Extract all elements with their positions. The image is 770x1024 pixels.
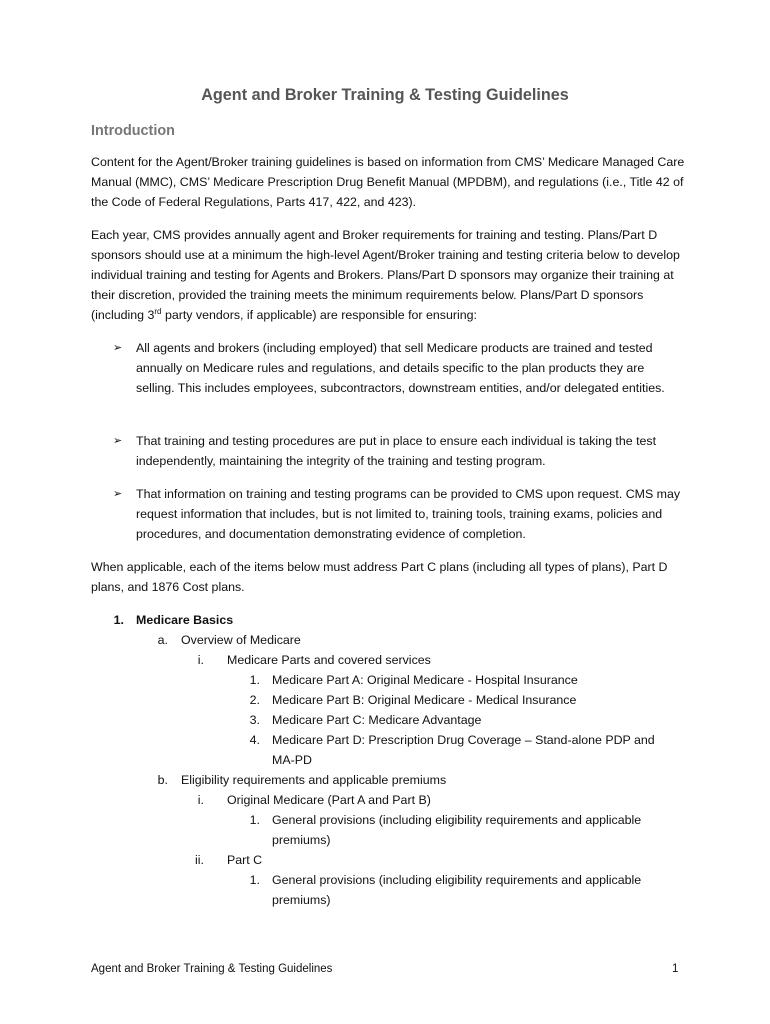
outline-item-part-d-continued: MA-PD — [272, 753, 312, 767]
paragraph-2-ending: party vendors, if applicable) are responsible for ensuring: — [161, 308, 477, 322]
outline-item-general-provisions: General provisions (including eligibility requirements and applicable — [272, 873, 642, 887]
intro-paragraph-2 — [91, 225, 691, 325]
outline-number: 1. — [249, 813, 260, 827]
outline-item-part-c: Medicare Part C: Medicare Advantage — [272, 713, 482, 727]
paragraph-2-text: Each year, CMS provides annually agent and Broker requirements for training and testing. Plans/Part D sponsors should use at a minimum the high-level Agent/Broker training and testing criteria below to develop individual training and testing for Agents and Brokers. Plans/Part D sponsors may organize their training at their discretion, provided the training meets the minimum requirements below. Plans/Part D sponsors (including 3 — [91, 228, 680, 322]
bullet-text: That information on training and testing programs can be provided to CMS upon request. CMS may request information that includes, but is not limited to, training tools, training exams, policies and procedures, and documentation demonstrating evidence of completion. — [136, 487, 681, 541]
outline-heading-medicare-basics: Medicare Basics — [136, 613, 234, 627]
arrow-bullet-icon: ➢ — [113, 488, 123, 500]
outline-number: 3. — [249, 713, 260, 727]
outline-roman: i. — [197, 793, 204, 807]
outline-item-general-provisions-continued: premiums) — [272, 893, 331, 907]
bullet-text: That training and testing procedures are put in place to ensure each individual is taking the test independently, maintaining the integrity of the training and testing program. — [136, 434, 657, 468]
outline-letter: b. — [157, 773, 168, 787]
outline-item-part-a: Medicare Part A: Original Medicare - Hospital Insurance — [272, 673, 578, 687]
outline-item-overview: Overview of Medicare — [181, 633, 301, 647]
document-title: Agent and Broker Training & Testing Guidelines — [201, 86, 569, 104]
outline-item-general-provisions-continued: premiums) — [272, 833, 331, 847]
page-number: 1 — [672, 963, 679, 975]
applicability-paragraph: When applicable, each of the items below must address Part C plans (including all types of plans), Part D plans, and 1876 Cost plans. — [91, 560, 668, 594]
outline-item-part-c-eligibility: Part C — [227, 853, 263, 867]
outline-number: 1. — [249, 873, 260, 887]
outline-roman: i. — [197, 653, 204, 667]
bullet-item — [113, 431, 683, 471]
introduction-heading: Introduction — [91, 123, 175, 139]
outline-item-general-provisions: General provisions (including eligibility requirements and applicable — [272, 813, 642, 827]
bullet-item — [113, 484, 683, 544]
arrow-bullet-icon: ➢ — [113, 435, 123, 447]
outline-number: 2. — [249, 693, 260, 707]
bullet-text: All agents and brokers (including employed) that sell Medicare products are trained and tested annually on Medicare rules and regulations, and details specific to the plan products they are selling. This includes employees, subcontractors, downstream entities, and/or delegated entities. — [136, 341, 665, 395]
arrow-bullet-icon: ➢ — [113, 342, 123, 354]
outline-number: 1. — [249, 673, 260, 687]
outline-item-parts: Medicare Parts and covered services — [227, 653, 431, 667]
intro-paragraph-1: Content for the Agent/Broker training guidelines is based on information from CMS’ Medicare Managed Care Manual (MMC), CMS’ Medicare Prescription Drug Benefit Manual (MPDBM), and regulations (i.e., Title 42 of the Code of Federal Regulations, Parts 417, 422, and 423). — [91, 155, 685, 209]
outline-number: 1. — [113, 613, 124, 627]
outline-item-part-b: Medicare Part B: Original Medicare - Medical Insurance — [272, 693, 577, 707]
outline-item-eligibility: Eligibility requirements and applicable premiums — [181, 773, 447, 787]
outline-item-part-d: Medicare Part D: Prescription Drug Coverage – Stand-alone PDP and — [272, 733, 655, 747]
footer-title: Agent and Broker Training & Testing Guidelines — [91, 963, 333, 975]
outline-letter: a. — [157, 633, 168, 647]
outline-number: 4. — [249, 733, 260, 747]
outline-roman: ii. — [195, 853, 204, 867]
outline-item-original-medicare: Original Medicare (Part A and Part B) — [227, 793, 431, 807]
bullet-item — [113, 338, 683, 398]
ordinal-superscript: rd — [154, 307, 162, 316]
